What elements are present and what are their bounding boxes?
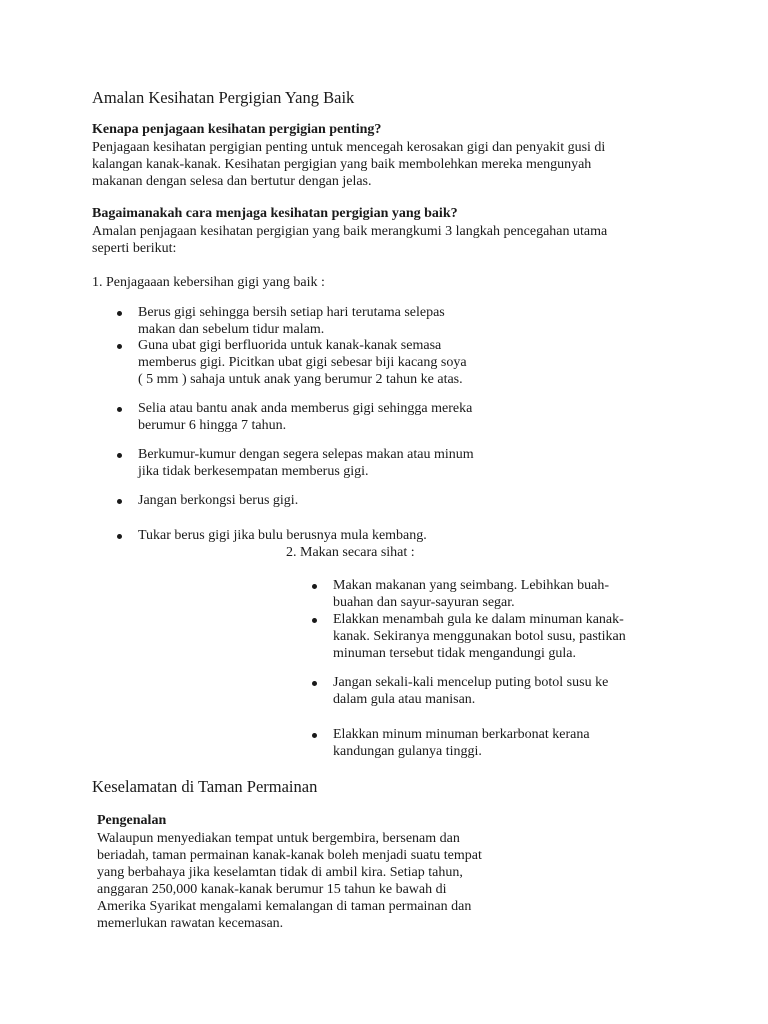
bullet-line: Elakkan minum minuman berkarbonat kerana bbox=[333, 727, 590, 742]
section2-paragraph bbox=[97, 830, 482, 932]
section2-title: Keselamatan di Taman Permainan bbox=[92, 777, 318, 796]
bullet-line: buahan dan sayur-sayuran segar. bbox=[333, 595, 515, 610]
bullet-dot-icon bbox=[117, 344, 122, 349]
bullet-line: Berus gigi sehingga bersih setiap hari terutama selepas bbox=[138, 305, 445, 320]
q1-line: makanan dengan selesa dan bertutur dengan jelas. bbox=[92, 174, 372, 189]
bullet-dot-icon bbox=[117, 311, 122, 316]
bullet-line: Berkumur-kumur dengan segera selepas makan atau minum bbox=[138, 447, 474, 462]
bullet-dot-icon bbox=[312, 681, 317, 686]
step2-label: 2. Makan secara sihat : bbox=[286, 545, 415, 560]
bullet-line: memberus gigi. Picitkan ubat gigi sebesar biji kacang soya bbox=[138, 355, 467, 370]
bullet-line: kandungan gulanya tinggi. bbox=[333, 744, 482, 759]
bullet-line: makan dan sebelum tidur malam. bbox=[138, 322, 325, 337]
bullet-line: ( 5 mm ) sahaja untuk anak yang berumur 2 tahun ke atas. bbox=[138, 372, 463, 387]
bullet-dot-icon bbox=[312, 618, 317, 623]
bullet-line: minuman tersebut tidak mengandungi gula. bbox=[333, 646, 577, 661]
bullet-dot-icon bbox=[117, 407, 122, 412]
bullet-dot-icon bbox=[312, 584, 317, 589]
step1-label: 1. Penjagaaan kebersihan gigi yang baik : bbox=[92, 275, 325, 290]
bullet-dot-icon bbox=[117, 499, 122, 504]
bullet-line: jika tidak berkesempatan memberus gigi. bbox=[138, 464, 369, 479]
q2-paragraph bbox=[92, 223, 607, 257]
section2-line: beriadah, taman permainan kanak-kanak boleh menjadi suatu tempat bbox=[97, 848, 482, 863]
q1-line: Penjagaan kesihatan pergigian penting untuk mencegah kerosakan gigi dan penyakit gusi di bbox=[92, 140, 606, 155]
q2-heading: Bagaimanakah cara menjaga kesihatan pergigian yang baik? bbox=[92, 206, 458, 221]
bullet-dot-icon bbox=[117, 453, 122, 458]
q1-heading: Kenapa penjagaan kesihatan pergigian penting? bbox=[92, 122, 382, 137]
bullet-dot-icon bbox=[312, 733, 317, 738]
section2-line: memerlukan rawatan kecemasan. bbox=[97, 916, 284, 931]
bullet-line: Jangan sekali-kali mencelup puting botol susu ke bbox=[333, 675, 609, 690]
bullet-dot-icon bbox=[117, 534, 122, 539]
bullet-line: Jangan berkongsi berus gigi. bbox=[138, 493, 299, 508]
bullet-line: berumur 6 hingga 7 tahun. bbox=[138, 418, 287, 433]
section2-line: yang berbahaya jika keselamtan tidak di ambil kira. Setiap tahun, bbox=[97, 865, 463, 880]
section2-line: Amerika Syarikat mengalami kemalangan di taman permainan dan bbox=[97, 899, 472, 914]
section2-line: Walaupun menyediakan tempat untuk bergembira, bersenam dan bbox=[97, 831, 460, 846]
bullet-line: Selia atau bantu anak anda memberus gigi sehingga mereka bbox=[138, 401, 473, 416]
bullet-line: Tukar berus gigi jika bulu berusnya mula kembang. bbox=[138, 528, 427, 543]
q1-paragraph bbox=[92, 139, 605, 190]
bullet-line: Guna ubat gigi berfluorida untuk kanak-kanak semasa bbox=[138, 338, 442, 353]
section2-line: anggaran 250,000 kanak-kanak berumur 15 tahun ke bawah di bbox=[97, 882, 447, 897]
bullet-line: Elakkan menambah gula ke dalam minuman kanak- bbox=[333, 612, 624, 627]
section2-subheading: Pengenalan bbox=[97, 813, 167, 828]
bullet-line: Makan makanan yang seimbang. Lebihkan buah- bbox=[333, 578, 610, 593]
bullet-line: dalam gula atau manisan. bbox=[333, 692, 476, 707]
q2-line: Amalan penjagaan kesihatan pergigian yang baik merangkumi 3 langkah pencegahan utama bbox=[92, 224, 608, 239]
bullet-line: kanak. Sekiranya menggunakan botol susu, pastikan bbox=[333, 629, 626, 644]
q1-line: kalangan kanak-kanak. Kesihatan pergigian yang baik membolehkan mereka mengunyah bbox=[92, 157, 592, 172]
document-title: Amalan Kesihatan Pergigian Yang Baik bbox=[92, 88, 355, 107]
q2-line: seperti berikut: bbox=[92, 241, 177, 256]
